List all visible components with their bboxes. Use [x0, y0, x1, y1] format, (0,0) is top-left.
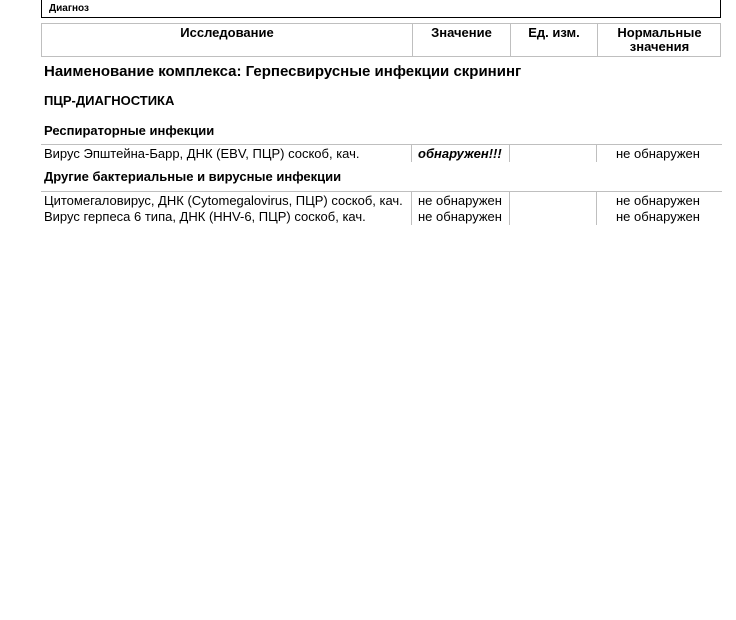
diagnosis-label: Диагноз — [49, 3, 89, 14]
test-name: Вирус герпеса 6 типа, ДНК (HHV-6, ПЦР) соскоб, кач. — [44, 209, 366, 224]
test-value: не обнаружен — [418, 209, 502, 224]
test-normal: не обнаружен — [616, 209, 700, 224]
complex-title: Наименование комплекса: Герпесвирусные инфекции скрининг — [44, 63, 522, 80]
row-divider — [411, 145, 412, 162]
table-row — [41, 191, 722, 209]
results-table-header — [41, 23, 721, 57]
header-unit: Ед. изм. — [528, 25, 580, 40]
header-value: Значение — [431, 25, 492, 40]
row-divider — [596, 145, 597, 162]
section-title: ПЦР-ДИАГНОСТИКА — [44, 93, 175, 108]
test-normal: не обнаружен — [616, 146, 700, 161]
header-normal-line1: Нормальные — [617, 25, 702, 40]
test-normal: не обнаружен — [616, 193, 700, 208]
row-divider — [411, 208, 412, 225]
row-divider — [509, 208, 510, 225]
row-divider — [596, 192, 597, 209]
header-study: Исследование — [180, 25, 274, 40]
table-row — [41, 208, 722, 225]
row-divider — [596, 208, 597, 225]
group-title: Другие бактериальные и вирусные инфекции — [44, 169, 342, 184]
test-name: Цитомегаловирус, ДНК (Cytomegalovirus, ПЦР) соскоб, кач. — [44, 193, 403, 208]
header-normal-line2: значения — [629, 39, 690, 54]
test-name: Вирус Эпштейна-Барр, ДНК (EBV, ПЦР) соскоб, кач. — [44, 146, 360, 161]
row-divider — [509, 145, 510, 162]
table-row — [41, 144, 722, 162]
diagnosis-box — [41, 0, 721, 18]
test-value: обнаружен!!! — [418, 146, 502, 161]
row-divider — [411, 192, 412, 209]
row-divider — [509, 192, 510, 209]
test-value: не обнаружен — [418, 193, 502, 208]
group-title: Респираторные инфекции — [44, 123, 215, 138]
header-normal-values — [598, 24, 721, 56]
